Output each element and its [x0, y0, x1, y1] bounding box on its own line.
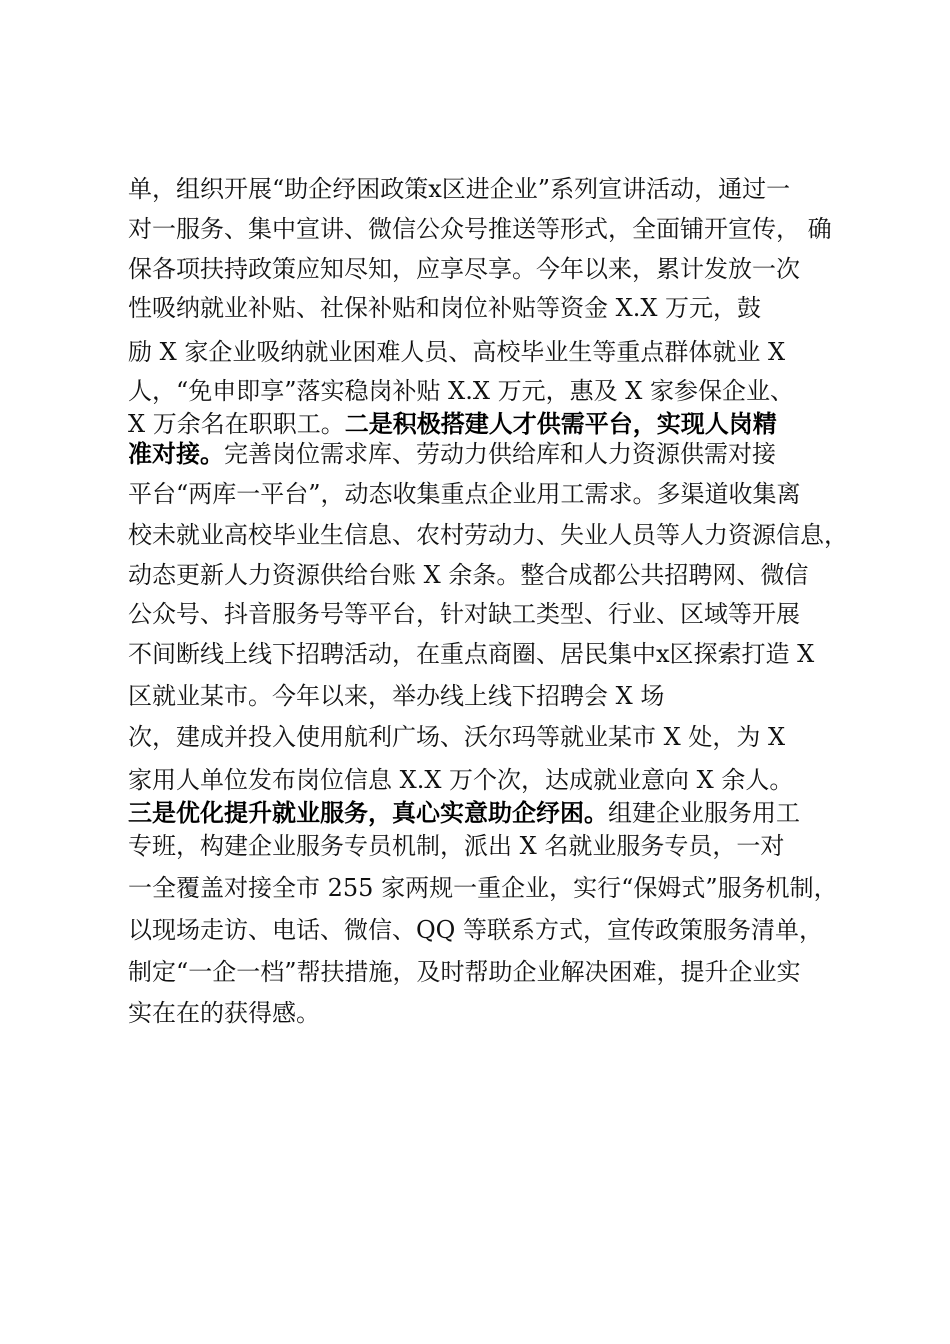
line-text: 一全覆盖对接全市 255 家两规一重企业，实行“保姆式”服务机制， [128, 874, 838, 902]
paragraph-line-18 [128, 829, 784, 863]
bold-heading-3: 三是优化提升就业服务，真心实意助企纾困。 [128, 799, 608, 827]
paragraph-line-12 [128, 597, 800, 631]
line-text: 平台“两库一平台”，动态收集重点企业用工需求。多渠道收集离 [128, 480, 801, 508]
paragraph-line-11 [128, 558, 808, 592]
paragraph-line-22 [128, 996, 320, 1030]
paragraph-line-1 [128, 172, 790, 206]
paragraph-line-10 [128, 518, 848, 552]
line-text: 对一服务、集中宣讲、微信公众号推送等形式，全面铺开宣传， 确 [128, 215, 832, 243]
paragraph-line-9 [128, 477, 801, 511]
paragraph-line-20 [128, 913, 823, 947]
bold-heading-2: 二是积极搭建人才供需平台，实现人岗精 [344, 410, 777, 438]
paragraph-line-19 [128, 871, 838, 905]
line-text: 次，建成并投入使用航利广场、沃尔玛等就业某市 X 处，为 X [128, 723, 786, 751]
paragraph-line-14 [128, 679, 664, 713]
line-text: 家用人单位发布岗位信息 X.X 万个次，达成就业意向 X 余人。 [128, 766, 794, 794]
line-text: 动态更新人力资源供给台账 X 余条。整合成都公共招聘网、微信 [128, 561, 809, 589]
line-text: X 万余名在职职工。 [128, 410, 345, 438]
line-text: 校未就业高校毕业生信息、农村劳动力、失业人员等人力资源信息， [128, 521, 848, 549]
paragraph-line-8 [128, 437, 776, 471]
paragraph-line-17 [128, 796, 800, 830]
line-text: 以现场走访、电话、微信、QQ 等联系方式，宣传政策服务清单， [128, 916, 823, 944]
paragraph-line-5 [128, 335, 785, 369]
line-text: 不间断线上线下招聘活动，在重点商圈、居民集中ⅹ区探索打造 X [128, 640, 815, 668]
paragraph-line-6 [128, 374, 794, 408]
paragraph-line-3 [128, 252, 800, 286]
paragraph-line-4 [128, 291, 761, 325]
paragraph-line-13 [128, 637, 814, 671]
line-text: 专班，构建企业服务专员机制，派出 X 名就业服务专员，一对 [128, 832, 785, 860]
line-text: 组建企业服务用工 [608, 799, 800, 827]
line-text: 实在在的获得感。 [128, 999, 320, 1027]
line-text: 制定“一企一档”帮扶措施，及时帮助企业解决困难，提升企业实 [128, 958, 801, 986]
line-text: 区就业某市。今年以来，举办线上线下招聘会 X 场 [128, 682, 665, 710]
paragraph-line-7 [128, 407, 777, 441]
paragraph-line-2 [128, 212, 832, 246]
bold-heading-2-end: 准对接。 [128, 440, 224, 468]
paragraph-line-15 [128, 720, 785, 754]
line-text: 保各项扶持政策应知尽知，应享尽享。今年以来，累计发放一次 [128, 255, 800, 283]
line-text: 励 X 家企业吸纳就业困难人员、高校毕业生等重点群体就业 X [128, 338, 786, 366]
line-text: 公众号、抖音服务号等平台，针对缺工类型、行业、区域等开展 [128, 600, 800, 628]
line-text: 性吸纳就业补贴、社保补贴和岗位补贴等资金 X.X 万元，鼓 [128, 294, 762, 322]
paragraph-line-16 [128, 763, 793, 797]
line-text: 人，“免申即享”落实稳岗补贴 X.X 万元，惠及 X 家参保企业、 [128, 377, 794, 405]
paragraph-line-21 [128, 955, 801, 989]
line-text: 完善岗位需求库、劳动力供给库和人力资源供需对接 [224, 440, 776, 468]
line-text: 单，组织开展“助企纾困政策ⅹ区进企业”系列宣讲活动，通过一 [128, 175, 791, 203]
